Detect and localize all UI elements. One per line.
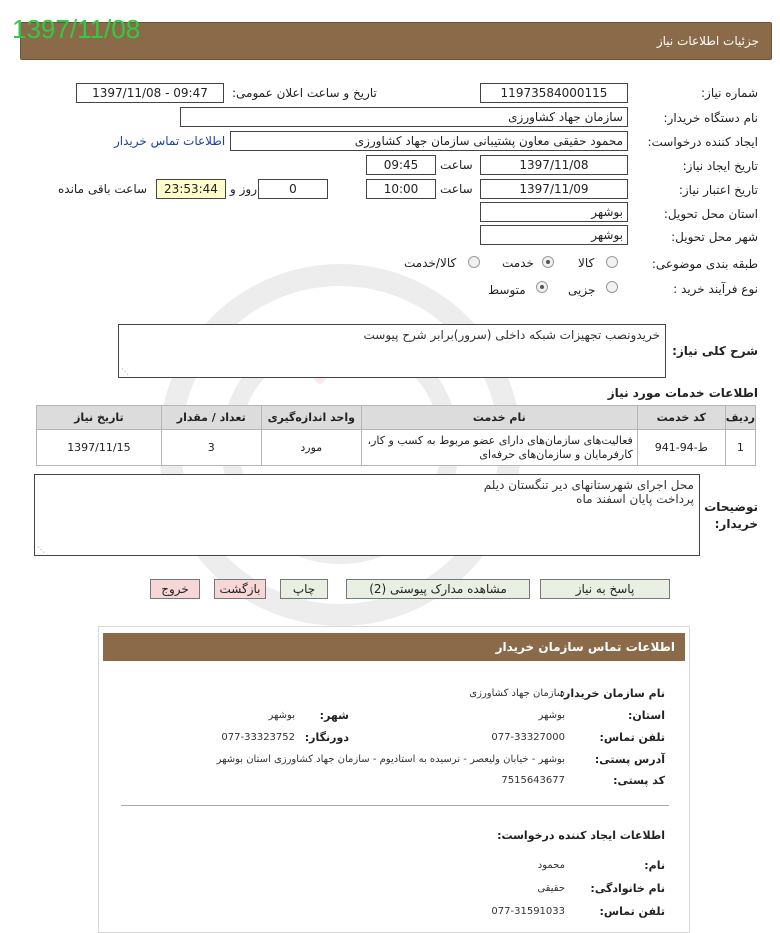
notes-line-1: محل اجرای شهرستانهای دیر تنگستان دیلم [483, 478, 694, 492]
city-field: بوشهر [480, 225, 628, 245]
reply-button[interactable]: پاسخ به نیاز [540, 579, 670, 599]
contact-postal-label: کد پستی: [613, 774, 665, 787]
cell-name: فعالیت‌های سازمان‌های دارای عضو مربوط به کسب و کار، کارفرمایان و سازمان‌های حرفه‌ای [361, 430, 637, 466]
create-time-label: ساعت [440, 158, 473, 172]
col-qty: تعداد / مقدار [161, 406, 261, 430]
category-both-label: کالا/خدمت [404, 256, 457, 270]
buyer-org-field: سازمان جهاد کشاورزی [180, 107, 628, 127]
col-name: نام خدمت [361, 406, 637, 430]
notes-label-2: خریدار: [714, 517, 758, 531]
province-label: استان محل تحویل: [663, 207, 758, 221]
contact-province-value: بوشهر [538, 710, 565, 721]
col-unit: واحد اندازه‌گیری [261, 406, 361, 430]
back-button[interactable]: بازگشت [214, 579, 266, 599]
creator-name-label: نام: [644, 859, 665, 872]
page-title: جزئیات اطلاعات نیاز [656, 34, 759, 48]
resize-grip-icon: ⋰ [121, 367, 129, 376]
category-goods-radio[interactable] [606, 256, 618, 268]
buyer-org-label: نام دستگاه خریدار: [663, 111, 758, 125]
summary-text: خریدونصب تجهیزات شبکه داخلی (سرور)برابر شرح پیوست [363, 328, 660, 342]
contact-fax-label: دورنگار: [304, 731, 349, 744]
contact-org-label: نام سازمان خریدار: [559, 687, 665, 700]
remaining-label: ساعت باقی مانده [58, 182, 148, 196]
contact-address-value: بوشهر - خیابان ولیعصر - نرسیده به استادیوم - سازمان جهاد کشاورزی استان بوشهر [216, 754, 565, 765]
category-service-label: خدمت [502, 256, 534, 270]
create-time-field: 09:45 [366, 155, 436, 175]
remaining-time-field: 23:53:44 [156, 179, 226, 199]
create-date-label: تاریخ ایجاد نیاز: [682, 159, 758, 173]
notes-line-2: پرداخت پایان اسفند ماه [576, 492, 694, 506]
process-partial-label: جزیی [568, 283, 596, 297]
create-date-field: 1397/11/08 [480, 155, 628, 175]
creator-family-value: حقیقی [537, 883, 565, 894]
notes-textarea [34, 474, 700, 556]
exit-button[interactable]: خروج [150, 579, 200, 599]
col-code: کد خدمت [637, 406, 725, 430]
contact-address-label: آدرس پستی: [594, 753, 665, 766]
process-partial-radio[interactable] [606, 281, 618, 293]
category-both-radio[interactable] [468, 256, 480, 268]
process-medium-radio[interactable] [536, 281, 548, 293]
city-label: شهر محل تحویل: [671, 230, 758, 244]
validity-date-field: 1397/11/09 [480, 179, 628, 199]
creator-family-label: نام خانوادگی: [590, 882, 665, 895]
process-label: نوع فرآیند خرید : [673, 282, 758, 296]
table-row [37, 430, 756, 466]
province-field: بوشهر [480, 202, 628, 222]
announce-field: 1397/11/08 - 09:47 [76, 83, 224, 103]
cell-row: 1 [725, 430, 755, 466]
contact-org-value: سازمان جهاد کشاورزی [469, 688, 565, 699]
contact-phone-label: تلفن تماس: [599, 731, 665, 744]
buyer-contact-link[interactable]: اطلاعات تماس خریدار [114, 134, 226, 148]
creator-label: ایجاد کننده درخواست: [647, 135, 758, 149]
services-table [36, 405, 756, 466]
category-label: طبقه بندی موضوعی: [651, 257, 758, 271]
print-button[interactable]: چاپ [280, 579, 328, 599]
contact-panel-title: اطلاعات تماس سازمان خریدار [103, 633, 685, 661]
cell-code: ط-94-941 [637, 430, 725, 466]
summary-label: شرح کلی نیاز: [672, 344, 758, 358]
cell-unit: مورد [261, 430, 361, 466]
validity-time-field: 10:00 [366, 179, 436, 199]
creator-field: محمود حقیقی معاون پشتیبانی سازمان جهاد کشاورزی [230, 131, 628, 151]
validity-date-label: تاریخ اعتبار نیاز: [678, 183, 758, 197]
date-stamp: 1397/11/08 [12, 14, 141, 44]
need-number-field: 11973584000115 [480, 83, 628, 103]
contact-phone-value: 077-33327000 [491, 732, 565, 743]
contact-panel [98, 626, 690, 933]
services-header-row [37, 406, 756, 430]
category-goods-label: کالا [578, 256, 595, 270]
days-label: روز و [230, 182, 257, 196]
process-medium-label: متوسط [488, 283, 526, 297]
summary-textarea [118, 324, 666, 378]
validity-time-label: ساعت [440, 182, 473, 196]
services-title: اطلاعات خدمات مورد نیاز [607, 386, 758, 400]
creator-phone-value: 077-31591033 [491, 906, 565, 917]
creator-info-title: اطلاعات ایجاد کننده درخواست: [497, 829, 665, 842]
contact-divider [121, 805, 669, 806]
creator-name-value: محمود [537, 860, 565, 871]
need-number-label: شماره نیاز: [701, 86, 758, 100]
days-field: 0 [258, 179, 328, 199]
category-service-radio[interactable] [542, 256, 554, 268]
contact-city-value: بوشهر [268, 710, 295, 721]
contact-city-label: شهر: [319, 709, 349, 722]
announce-label: تاریخ و ساعت اعلان عمومی: [232, 86, 377, 100]
contact-fax-value: 077-33323752 [221, 732, 295, 743]
attachments-button[interactable]: مشاهده مدارک پیوستی (2) [346, 579, 530, 599]
col-date: تاریخ نیاز [37, 406, 162, 430]
notes-label-1: توضیحات [704, 500, 758, 514]
creator-phone-label: تلفن تماس: [599, 905, 665, 918]
col-row: ردیف [725, 406, 755, 430]
resize-grip-icon: ⋰ [37, 545, 45, 554]
contact-province-label: استان: [628, 709, 665, 722]
cell-date: 1397/11/15 [37, 430, 162, 466]
contact-postal-value: 7515643677 [501, 775, 565, 786]
cell-qty: 3 [161, 430, 261, 466]
